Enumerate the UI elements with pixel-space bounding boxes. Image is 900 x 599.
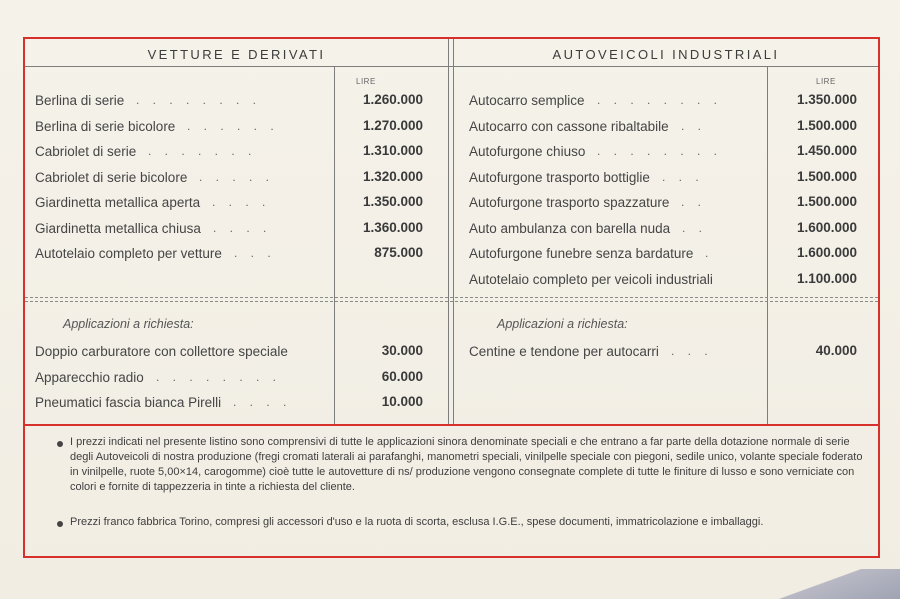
industrial-item-price: 1.600.000 xyxy=(796,219,857,235)
section-separator-a xyxy=(25,297,878,298)
industrial-item-leader-dots: . xyxy=(705,246,714,260)
vehicle-item-price: 1.360.000 xyxy=(362,219,423,235)
left-extra-item-price: 30.000 xyxy=(381,343,423,358)
right-currency-label: LIRE xyxy=(816,77,836,86)
industrial-item-label: Autofurgone trasporto spazzature xyxy=(469,195,670,210)
note-pricing: I prezzi indicati nel presente listino sono comprensivi di tutte le applicazioni sinora denominate speciali e che entrano a far parte della dotazione normale di serie degli Autoveicoli di nostra produzione (fregi cromati laterali ai parafanghi, manometri speciali, vinilpelle speciale con piegoni, sedile unico, volante speciale foderato in vinilpelle, ruote 5,00×14, carogomme) cioè tutte le autovetture di ns/ produzione vengono consegnate complete di tutte le finiture di lusso e sono verniciate con colori e fornite di tappezzeria in tinte a richiesta del cliente. xyxy=(70,436,863,493)
bullet-icon xyxy=(57,441,63,447)
left-extra-item-leader-dots: . . . . . . . . xyxy=(156,369,282,384)
vehicle-item-leader-dots: . . . . . . . . xyxy=(136,93,262,107)
vehicle-item-label: Giardinetta metallica chiusa xyxy=(35,220,201,236)
right-extras-title: Applicazioni a richiesta: xyxy=(497,317,628,331)
left-extras-title: Applicazioni a richiesta: xyxy=(63,317,194,331)
industrial-item-price: 1.500.000 xyxy=(796,194,857,209)
right-extra-item-label: Centine e tendone per autocarri xyxy=(469,344,659,359)
industrial-item-price: 1.100.000 xyxy=(796,270,857,286)
industrial-item-label: Autofurgone chiuso xyxy=(469,144,586,159)
industrial-item-price: 1.500.000 xyxy=(796,117,857,133)
left-extra-item-leader-dots: . . . . xyxy=(233,395,292,409)
industrial-item-price: 1.350.000 xyxy=(796,92,857,107)
industrial-item-leader-dots: . . . xyxy=(662,169,704,184)
industrial-item-price: 1.600.000 xyxy=(796,245,857,260)
bullet-icon xyxy=(57,521,63,527)
notes-separator xyxy=(25,424,878,426)
industrial-item-label: Autofurgone funebre senza bardature xyxy=(469,246,694,261)
left-currency-label: LIRE xyxy=(356,77,376,86)
vehicle-item-price: 1.260.000 xyxy=(362,92,423,107)
vehicle-item-leader-dots: . . . . xyxy=(212,195,271,209)
vehicle-item-label: Giardinetta metallica aperta xyxy=(35,195,201,210)
right-extra-item-price: 40.000 xyxy=(815,343,857,358)
vehicle-item-label: Cabriolet di serie bicolore xyxy=(35,169,188,185)
left-extra-item-label: Doppio carburatore con collettore speciale xyxy=(35,344,288,359)
left-extra-item-label: Pneumatici fascia bianca Pirelli xyxy=(35,395,222,410)
industrial-item-label: Autofurgone trasporto bottiglie xyxy=(469,169,650,185)
vehicle-item-leader-dots: . . . . . . . xyxy=(148,144,257,158)
center-divider-a xyxy=(448,39,449,425)
vehicle-item-price: 1.270.000 xyxy=(362,117,423,133)
industrial-item-price: 1.450.000 xyxy=(796,143,857,158)
vehicle-item-label: Cabriolet di serie xyxy=(35,144,137,159)
vehicle-item-price: 875.000 xyxy=(374,245,423,260)
right-section-title: AUTOVEICOLI INDUSTRIALI xyxy=(552,47,780,62)
industrial-item-label: Autocarro semplice xyxy=(469,93,585,108)
left-extra-item-price: 60.000 xyxy=(381,368,423,384)
industrial-item-label: Auto ambulanza con barella nuda xyxy=(469,220,671,236)
vehicle-item-price: 1.320.000 xyxy=(362,168,423,184)
note-delivery: Prezzi franco fabbrica Torino, compresi gli accessori d'uso e la ruota di scorta, esclusa I.G.E., spese documenti, immatricolazione e imballaggi. xyxy=(70,516,764,528)
left-section-title: VETTURE E DERIVATI xyxy=(147,47,326,62)
vehicle-item-leader-dots: . . . xyxy=(234,246,276,260)
industrial-item-label: Autotelaio completo per veicoli industriali xyxy=(469,271,713,287)
vehicle-item-label: Autotelaio completo per vetture xyxy=(35,246,222,261)
center-divider-b xyxy=(453,39,454,425)
industrial-item-leader-dots: . . . . . . . . xyxy=(597,93,723,107)
industrial-item-leader-dots: . . xyxy=(681,195,707,209)
section-separator-b xyxy=(25,301,878,302)
vehicle-item-label: Berlina di serie xyxy=(35,93,125,108)
header-divider xyxy=(25,66,878,67)
industrial-item-leader-dots: . . xyxy=(682,220,708,235)
left-extra-item-price: 10.000 xyxy=(381,394,423,409)
right-extra-item-leader-dots: . . . xyxy=(671,344,713,358)
left-extra-item-label: Apparecchio radio xyxy=(35,369,144,385)
vehicle-item-price: 1.310.000 xyxy=(362,143,423,158)
page-corner-shadow xyxy=(760,569,900,599)
industrial-item-price: 1.500.000 xyxy=(796,168,857,184)
industrial-item-leader-dots: . . xyxy=(681,118,707,133)
vehicle-item-leader-dots: . . . . . xyxy=(199,169,275,184)
industrial-item-label: Autocarro con cassone ribaltabile xyxy=(469,118,669,134)
vehicle-item-label: Berlina di serie bicolore xyxy=(35,118,176,134)
vehicle-item-price: 1.350.000 xyxy=(362,194,423,209)
vehicle-item-leader-dots: . . . . . . xyxy=(187,118,279,133)
industrial-item-leader-dots: . . . . . . . . xyxy=(597,144,723,158)
vehicle-item-leader-dots: . . . . xyxy=(213,220,272,235)
